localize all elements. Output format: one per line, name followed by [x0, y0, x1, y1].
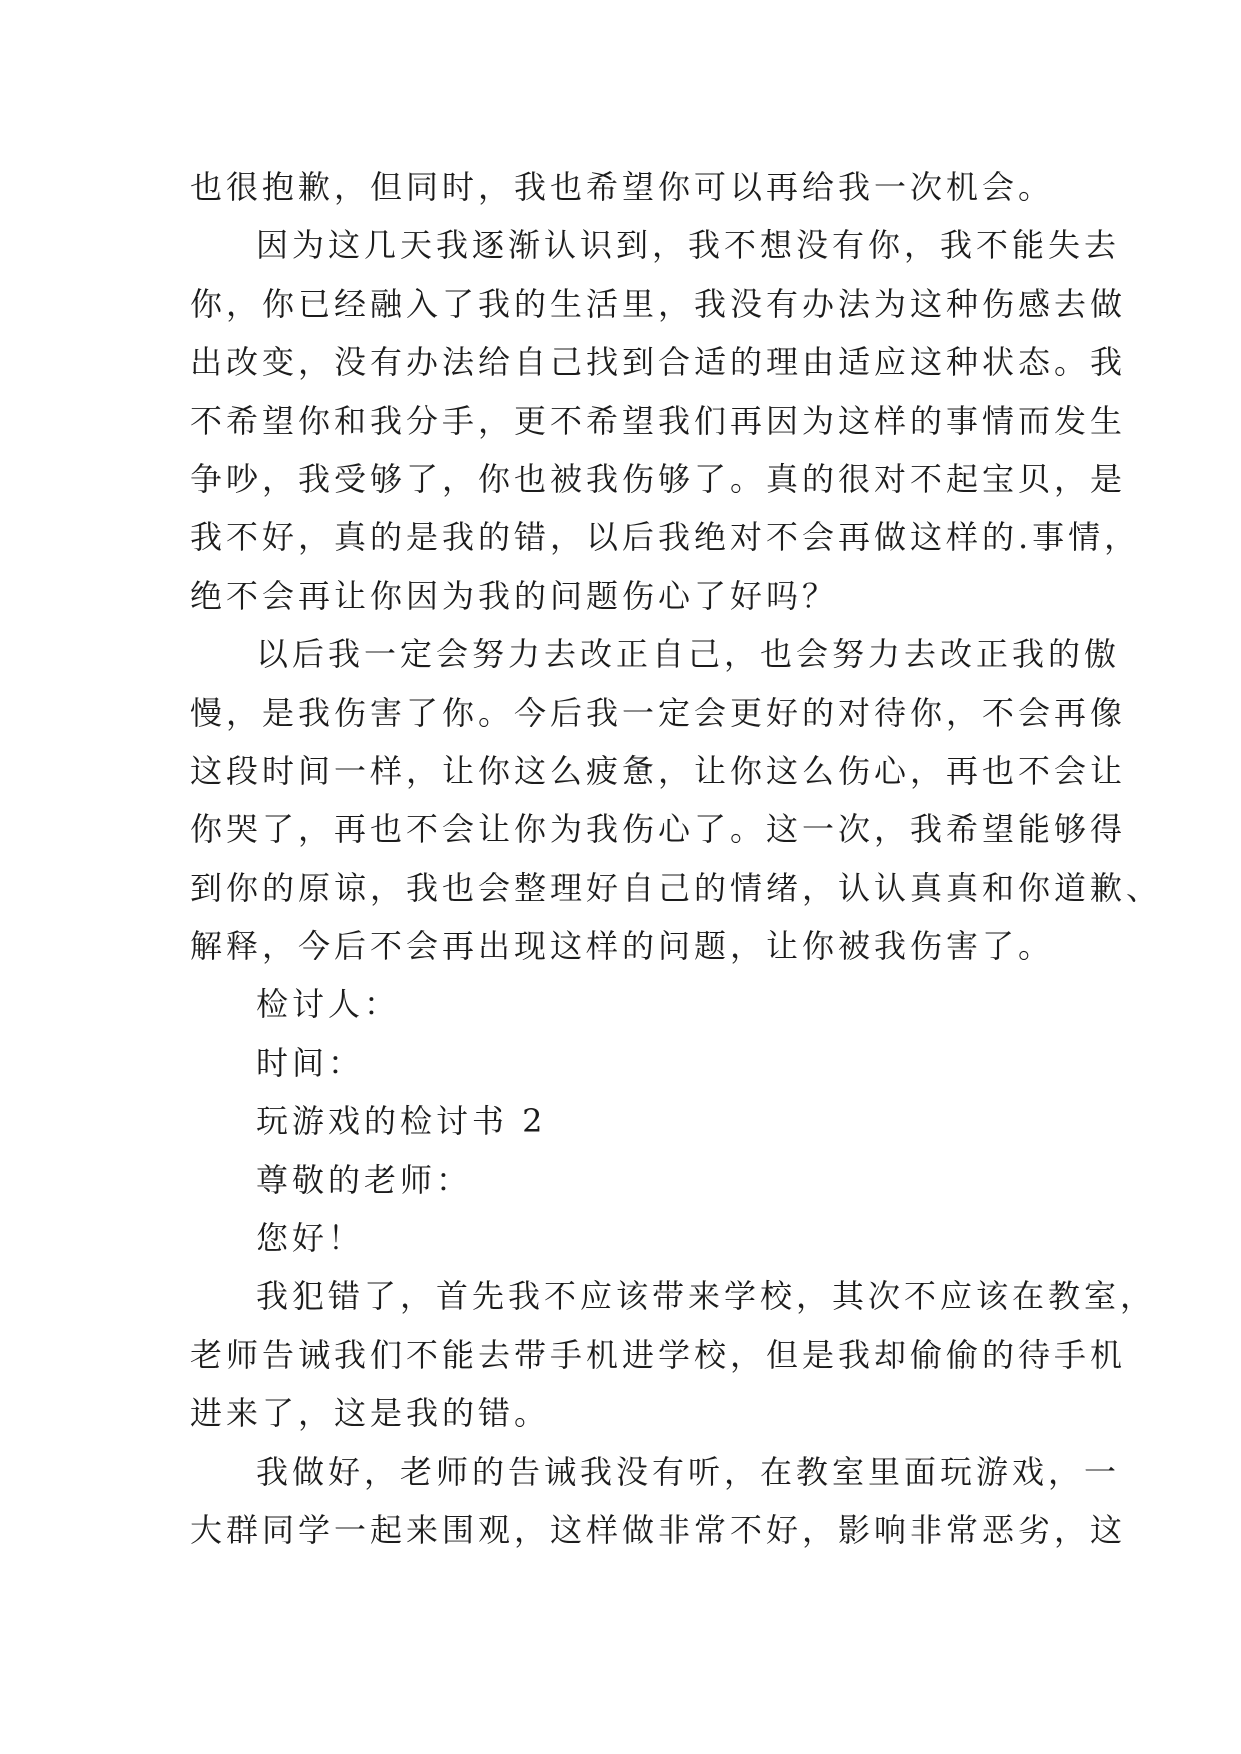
text-line: 也很抱歉，但同时，我也希望你可以再给我一次机会。 [190, 168, 1055, 206]
text-line: 这段时间一样，让你这么疲惫，让你这么伤心，再也不会让 [190, 751, 1127, 790]
text-line: 因为这几天我逐渐认识到，我不想没有你，我不能失去 [256, 226, 1121, 265]
text-line: 解释，今后不会再出现这样的问题，让你被我伤害了。 [190, 927, 1055, 966]
text-line: 出改变，没有办法给自己找到合适的理由适应这种状态。我 [190, 343, 1127, 382]
text-line: 绝不会再让你因为我的问题伤心了好吗？ [190, 576, 839, 615]
text-line: 我犯错了，首先我不应该带来学校，其次不应该在教室， [256, 1277, 1157, 1316]
text-line: 慢，是我伤害了你。今后我一定会更好的对待你，不会再像 [190, 693, 1127, 732]
text-line: 老师告诫我们不能去带手机进学校，但是我却偷偷的待手机 [190, 1335, 1127, 1374]
text-line: 我不好，真的是我的错，以后我绝对不会再做这样的.事情， [190, 518, 1141, 557]
text-line: 你，你已经融入了我的生活里，我没有办法为这种伤感去做 [190, 284, 1127, 323]
text-line: 进来了，这是我的错。 [190, 1394, 551, 1433]
text-line: 玩游戏的检讨书 2 [256, 1102, 547, 1141]
text-line: 检讨人： [256, 985, 401, 1024]
text-line: 时间： [256, 1043, 365, 1082]
text-line: 您好！ [256, 1219, 365, 1258]
text-line: 我做好，老师的告诫我没有听，在教室里面玩游戏，一 [256, 1452, 1121, 1491]
text-line: 你哭了，再也不会让你为我伤心了。这一次，我希望能够得 [190, 810, 1127, 849]
text-line: 以后我一定会努力去改正自己，也会努力去改正我的傲 [256, 635, 1121, 674]
text-line: 不希望你和我分手，更不希望我们再因为这样的事情而发生 [190, 401, 1127, 440]
text-line: 大群同学一起来围观，这样做非常不好，影响非常恶劣，这 [190, 1510, 1127, 1549]
text-line: 尊敬的老师： [256, 1160, 473, 1199]
text-line: 争吵，我受够了，你也被我伤够了。真的很对不起宝贝，是 [190, 459, 1127, 498]
text-line: 到你的原谅，我也会整理好自己的情绪，认认真真和你道歉、 [190, 868, 1163, 907]
document-body [190, 158, 1163, 1559]
